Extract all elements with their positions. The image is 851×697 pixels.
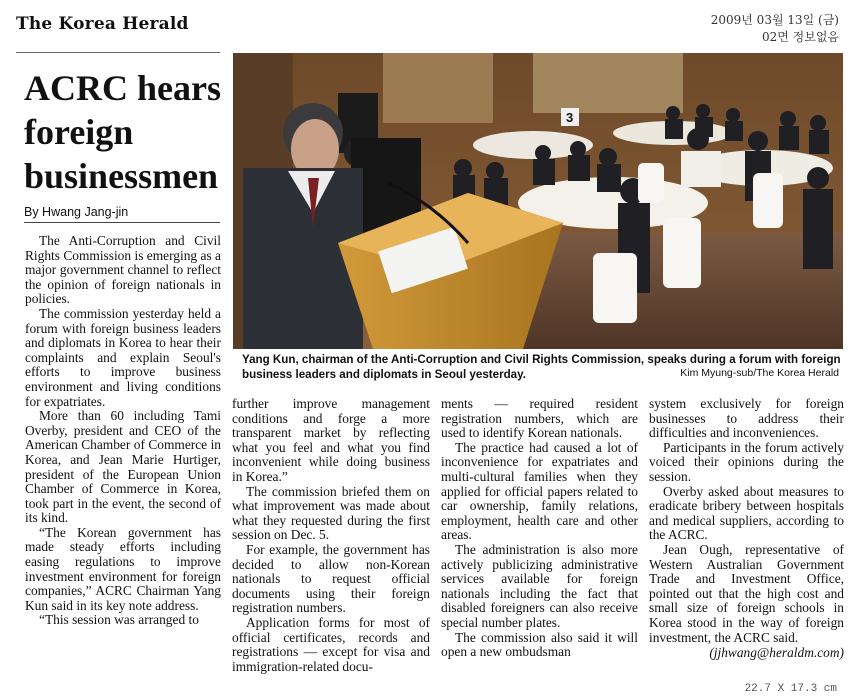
article-paragraph: The administration is also more actively publicizing administrative services available for foreign nationals including the fact that disabled foreigners can also receive special number plates.: [441, 541, 638, 630]
article-paragraph: Jean Ough, representative of Western Australian Government Trade and Investment Office, pointed out that the high cost and small size of foreign schools in Korea stood in the way of foreign investment, the ACRC said.: [649, 541, 844, 645]
photo-window-panel: [383, 53, 493, 123]
dateline-page: 02면 정보없음: [761, 30, 839, 44]
photo-caption: Yang Kun, chairman of the Anti-Corruption and Civil Rights Commission, speaks during a forum with foreign business leaders and diplomats in Seoul yesterday.: [242, 353, 841, 381]
article-paragraph-continued: further improve management conditions and forge a more transparent market by reflecting what you feel and what you find inconvenient while doing business in Korea.”: [232, 396, 430, 484]
article-paragraph: The commission also said it will open a new ombudsman: [441, 629, 638, 660]
article-column-1: [25, 234, 221, 628]
article-column-4: [649, 397, 844, 661]
article-paragraph: Overby asked about measures to eradicate bribery between hospitals and medical suppliers, according to the ACRC.: [649, 483, 844, 543]
photo-podium-sign-number: 3: [566, 110, 574, 125]
byline-rule: [24, 222, 220, 223]
article-paragraph: The Anti-Corruption and Civil Rights Commission is emerging as a major government channel to reflect the opinion of foreign nationals in policies.: [25, 233, 221, 307]
article-paragraph: “This session was arranged to: [39, 612, 199, 628]
photo-window-panel: [533, 53, 683, 113]
news-photo: [233, 53, 843, 349]
author-email: (jjhwang@heraldm.com): [709, 645, 844, 661]
dateline: [711, 12, 839, 46]
article-column-3: [441, 397, 638, 660]
headline: ACRC hears foreign businessmen: [24, 68, 221, 196]
article-paragraph: The practice had caused a lot of inconvenience for expatriates and multi-cultural families when they applied for official papers related to car ownership, family relations, employment, health care and other areas.: [441, 439, 638, 543]
photo-attendee-shirt: [681, 151, 721, 187]
clipping-dimensions: 22.7 X 17.3 cm: [744, 683, 837, 695]
article-column-2: [232, 397, 430, 674]
article-paragraph: More than 60 including Tami Overby, president and CEO of the American Chamber of Commerce in Korea, and Jean Marie Hurtiger, president of the European Union Chamber of Commerce in Korea, took part in the event, the second of its kind.: [25, 408, 221, 526]
byline: By Hwang Jang-jin: [24, 205, 129, 219]
article-paragraph: Participants in the forum actively voiced their opinions during the session.: [649, 439, 844, 484]
article-paragraph: The commission briefed them on what improvement was made about what they requested during the first session on Dec. 5.: [232, 483, 430, 543]
dateline-date: 2009년 03월 13일 (금): [710, 13, 839, 27]
article-paragraph: “The Korean government has made steady efforts including easing regulations to improve investment environment for foreign companies,” ACRC Chairman Yang Kun said in its key note address.: [25, 524, 221, 613]
masthead-rule: [16, 52, 220, 53]
masthead-logo: The Korea Herald: [16, 14, 189, 34]
article-paragraph: The commission yesterday held a forum with foreign business leaders and diplomats in Korea to hear their complaints and explain Seoul's efforts to improve business environment and living conditions for expatriates.: [25, 305, 221, 409]
article-paragraph: For example, the government has decided to allow non-Korean nationals to request official documents using their foreign registration numbers.: [232, 541, 430, 616]
article-paragraph: Application forms for most of official certificates, records and registrations — except for visa and immigration-related docu-: [232, 614, 430, 674]
article-paragraph-continued: ments — required resident registration numbers, which are used to identify Korean nationals.: [441, 396, 638, 441]
photo-credit: Kim Myung-sub/The Korea Herald: [680, 367, 839, 379]
article-paragraph-continued: system exclusively for foreign businesses to address their difficulties and inconveniences.: [649, 396, 844, 441]
